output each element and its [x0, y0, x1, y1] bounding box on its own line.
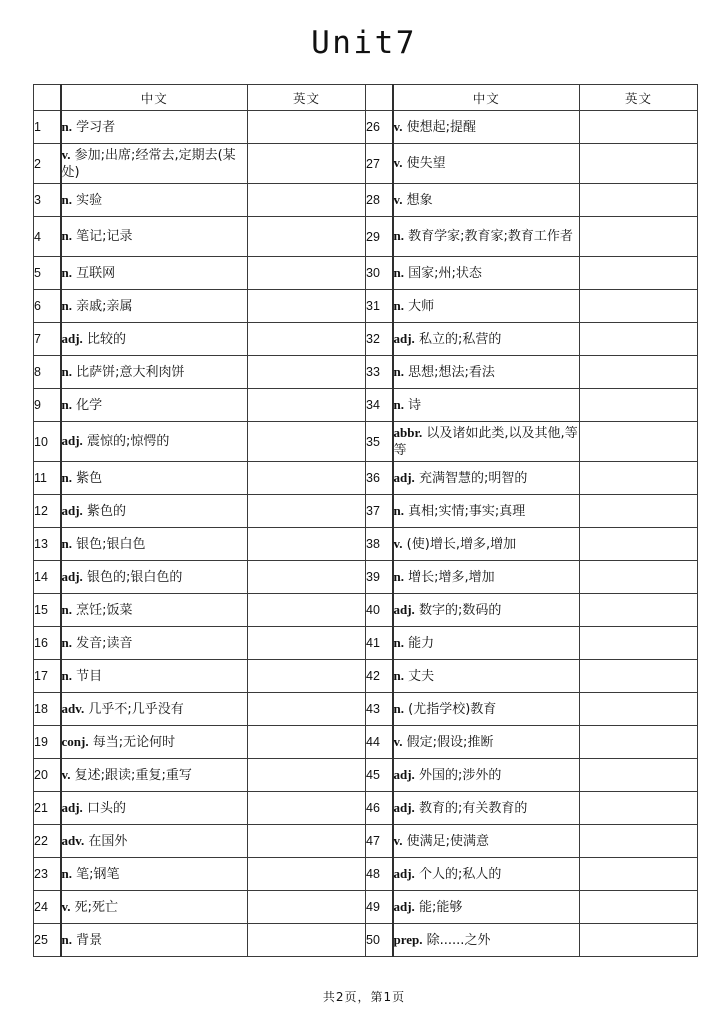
- entry-chinese-definition-left: n. 笔;钢笔: [61, 858, 248, 891]
- entry-english-answer-right[interactable]: [580, 693, 698, 726]
- entry-chinese-definition-left: adj. 震惊的;惊愕的: [61, 422, 248, 462]
- entry-chinese-definition-right: adj. 教育的;有关教育的: [393, 792, 580, 825]
- entry-chinese-definition-right: abbr. 以及诸如此类,以及其他,等等: [393, 422, 580, 462]
- column-header-number-right: [366, 85, 393, 111]
- entry-number-left: 25: [34, 924, 61, 957]
- entry-english-answer-left[interactable]: [248, 693, 366, 726]
- header-row: [34, 85, 698, 111]
- entry-chinese-definition-right: v. 假定;假设;推断: [393, 726, 580, 759]
- entry-english-answer-left[interactable]: [248, 528, 366, 561]
- vocabulary-table: [33, 84, 698, 957]
- entry-chinese-definition-left: v. 参加;出席;经常去,定期去(某处): [61, 144, 248, 184]
- entry-number-right: 41: [366, 627, 393, 660]
- entry-number-left: 7: [34, 323, 61, 356]
- entry-number-right: 49: [366, 891, 393, 924]
- entry-english-answer-left[interactable]: [248, 323, 366, 356]
- entry-chinese-definition-left: n. 节目: [61, 660, 248, 693]
- part-of-speech-label: n.: [393, 502, 404, 518]
- entry-english-answer-right[interactable]: [580, 389, 698, 422]
- entry-english-answer-right[interactable]: [580, 184, 698, 217]
- entry-english-answer-left[interactable]: [248, 924, 366, 957]
- part-of-speech-label: adj.: [61, 568, 83, 584]
- entry-chinese-definition-left: n. 银色;银白色: [61, 528, 248, 561]
- page-footer: 共2页，第1页: [322, 990, 406, 1004]
- entry-number-right: 26: [366, 111, 393, 144]
- entry-number-left: 14: [34, 561, 61, 594]
- table-row: [34, 825, 698, 858]
- entry-number-right: 30: [366, 257, 393, 290]
- entry-english-answer-left[interactable]: [248, 217, 366, 257]
- entry-chinese-definition-left: n. 比萨饼;意大利肉饼: [61, 356, 248, 389]
- part-of-speech-label: adj.: [393, 799, 415, 815]
- part-of-speech-label: v.: [61, 766, 71, 782]
- entry-number-left: 6: [34, 290, 61, 323]
- entry-number-left: 20: [34, 759, 61, 792]
- entry-chinese-definition-left: n. 笔记;记录: [61, 217, 248, 257]
- entry-chinese-definition-left: n. 实验: [61, 184, 248, 217]
- entry-number-left: 1: [34, 111, 61, 144]
- entry-chinese-definition-right: adj. 私立的;私营的: [393, 323, 580, 356]
- entry-number-left: 8: [34, 356, 61, 389]
- entry-english-answer-right[interactable]: [580, 792, 698, 825]
- entry-chinese-definition-left: n. 紫色: [61, 462, 248, 495]
- part-of-speech-label: adv.: [61, 832, 85, 848]
- entry-number-right: 28: [366, 184, 393, 217]
- part-of-speech-label: adj.: [61, 799, 83, 815]
- entry-english-answer-left[interactable]: [248, 184, 366, 217]
- entry-english-answer-right[interactable]: [580, 462, 698, 495]
- entry-number-left: 19: [34, 726, 61, 759]
- part-of-speech-label: prep.: [393, 931, 423, 947]
- part-of-speech-label: n.: [61, 535, 72, 551]
- part-of-speech-label: n.: [61, 469, 72, 485]
- entry-english-answer-right[interactable]: [580, 528, 698, 561]
- entry-number-right: 50: [366, 924, 393, 957]
- table-row: [34, 792, 698, 825]
- entry-number-right: 37: [366, 495, 393, 528]
- entry-chinese-definition-right: n. 丈夫: [393, 660, 580, 693]
- entry-number-right: 33: [366, 356, 393, 389]
- part-of-speech-label: adj.: [393, 330, 415, 346]
- entry-chinese-definition-right: v. 想象: [393, 184, 580, 217]
- table-row: [34, 323, 698, 356]
- part-of-speech-label: abbr.: [393, 424, 423, 440]
- entry-english-answer-left[interactable]: [248, 290, 366, 323]
- part-of-speech-label: v.: [393, 155, 403, 171]
- entry-chinese-definition-left: n. 亲戚;亲属: [61, 290, 248, 323]
- entry-english-answer-left[interactable]: [248, 825, 366, 858]
- entry-number-right: 43: [366, 693, 393, 726]
- part-of-speech-label: n.: [393, 396, 404, 412]
- entry-number-left: 15: [34, 594, 61, 627]
- part-of-speech-label: v.: [393, 118, 403, 134]
- entry-chinese-definition-left: v. 复述;跟读;重复;重写: [61, 759, 248, 792]
- table-row: [34, 924, 698, 957]
- part-of-speech-label: v.: [61, 146, 71, 162]
- part-of-speech-label: n.: [393, 568, 404, 584]
- part-of-speech-label: adj.: [61, 433, 83, 449]
- entry-number-left: 22: [34, 825, 61, 858]
- entry-number-left: 23: [34, 858, 61, 891]
- entry-english-answer-right[interactable]: [580, 627, 698, 660]
- part-of-speech-label: n.: [393, 700, 404, 716]
- entry-chinese-definition-right: n. 诗: [393, 389, 580, 422]
- entry-number-left: 3: [34, 184, 61, 217]
- entry-number-left: 11: [34, 462, 61, 495]
- entry-english-answer-right[interactable]: [580, 858, 698, 891]
- table-row: [34, 257, 698, 290]
- entry-english-answer-left[interactable]: [248, 759, 366, 792]
- entry-number-left: 5: [34, 257, 61, 290]
- table-row: [34, 528, 698, 561]
- entry-english-answer-right[interactable]: [580, 561, 698, 594]
- entry-number-left: 21: [34, 792, 61, 825]
- table-row: [34, 462, 698, 495]
- part-of-speech-label: n.: [61, 396, 72, 412]
- entry-chinese-definition-right: v. 使满足;使满意: [393, 825, 580, 858]
- table-row: [34, 290, 698, 323]
- entry-number-right: 40: [366, 594, 393, 627]
- entry-chinese-definition-left: n. 背景: [61, 924, 248, 957]
- table-row: [34, 111, 698, 144]
- part-of-speech-label: n.: [393, 363, 404, 379]
- part-of-speech-label: adj.: [393, 898, 415, 914]
- table-row: [34, 561, 698, 594]
- entry-english-answer-right[interactable]: [580, 759, 698, 792]
- entry-chinese-definition-right: adj. 外国的;涉外的: [393, 759, 580, 792]
- part-of-speech-label: v.: [393, 535, 403, 551]
- entry-number-left: 24: [34, 891, 61, 924]
- part-of-speech-label: adv.: [61, 700, 85, 716]
- entry-chinese-definition-left: conj. 每当;无论何时: [61, 726, 248, 759]
- table-row: [34, 422, 698, 462]
- entry-number-right: 45: [366, 759, 393, 792]
- column-header-number-left: [34, 85, 61, 111]
- entry-english-answer-right[interactable]: [580, 144, 698, 184]
- entry-english-answer-left[interactable]: [248, 495, 366, 528]
- entry-chinese-definition-left: n. 互联网: [61, 257, 248, 290]
- entry-number-right: 29: [366, 217, 393, 257]
- part-of-speech-label: n.: [61, 118, 72, 134]
- entry-chinese-definition-right: n. 增长;增多,增加: [393, 561, 580, 594]
- part-of-speech-label: n.: [61, 363, 72, 379]
- entry-number-right: 48: [366, 858, 393, 891]
- entry-number-right: 46: [366, 792, 393, 825]
- entry-chinese-definition-right: n. (尤指学校)教育: [393, 693, 580, 726]
- entry-chinese-definition-left: n. 烹饪;饭菜: [61, 594, 248, 627]
- part-of-speech-label: n.: [61, 264, 72, 280]
- entry-chinese-definition-right: n. 思想;想法;看法: [393, 356, 580, 389]
- table-row: [34, 389, 698, 422]
- part-of-speech-label: n.: [393, 667, 404, 683]
- entry-chinese-definition-right: n. 国家;州;状态: [393, 257, 580, 290]
- table-row: [34, 184, 698, 217]
- entry-number-left: 10: [34, 422, 61, 462]
- entry-chinese-definition-left: adj. 紫色的: [61, 495, 248, 528]
- entry-english-answer-right[interactable]: [580, 422, 698, 462]
- entry-english-answer-left[interactable]: [248, 660, 366, 693]
- entry-number-right: 34: [366, 389, 393, 422]
- entry-number-right: 42: [366, 660, 393, 693]
- table-header: [34, 85, 698, 111]
- entry-english-answer-right[interactable]: [580, 891, 698, 924]
- entry-chinese-definition-right: v. 使想起;提醒: [393, 111, 580, 144]
- entry-english-answer-left[interactable]: [248, 389, 366, 422]
- table-row: [34, 759, 698, 792]
- entry-chinese-definition-right: n. 真相;实情;事实;真理: [393, 495, 580, 528]
- entry-chinese-definition-left: adv. 几乎不;几乎没有: [61, 693, 248, 726]
- table-row: [34, 858, 698, 891]
- part-of-speech-label: n.: [393, 297, 404, 313]
- entry-english-answer-left[interactable]: [248, 627, 366, 660]
- entry-number-left: 16: [34, 627, 61, 660]
- entry-chinese-definition-left: adj. 比较的: [61, 323, 248, 356]
- entry-english-answer-left[interactable]: [248, 111, 366, 144]
- part-of-speech-label: conj.: [61, 733, 89, 749]
- part-of-speech-label: adj.: [61, 502, 83, 518]
- entry-chinese-definition-right: v. (使)增长,增多,增加: [393, 528, 580, 561]
- table-row: [34, 594, 698, 627]
- entry-chinese-definition-left: adv. 在国外: [61, 825, 248, 858]
- entry-chinese-definition-right: adj. 充满智慧的;明智的: [393, 462, 580, 495]
- entry-number-right: 39: [366, 561, 393, 594]
- entry-chinese-definition-right: adj. 数字的;数码的: [393, 594, 580, 627]
- entry-english-answer-left[interactable]: [248, 594, 366, 627]
- entry-chinese-definition-right: prep. 除......之外: [393, 924, 580, 957]
- table-row: [34, 693, 698, 726]
- part-of-speech-label: n.: [393, 634, 404, 650]
- table-row: [34, 495, 698, 528]
- entry-english-answer-left[interactable]: [248, 792, 366, 825]
- part-of-speech-label: v.: [393, 733, 403, 749]
- entry-number-left: 18: [34, 693, 61, 726]
- entry-chinese-definition-left: n. 学习者: [61, 111, 248, 144]
- entry-chinese-definition-left: v. 死;死亡: [61, 891, 248, 924]
- entry-english-answer-right[interactable]: [580, 660, 698, 693]
- part-of-speech-label: adj.: [61, 330, 83, 346]
- part-of-speech-label: adj.: [393, 469, 415, 485]
- part-of-speech-label: n.: [61, 667, 72, 683]
- table-row: [34, 660, 698, 693]
- entry-number-right: 36: [366, 462, 393, 495]
- column-header-english-right: 英文: [580, 85, 698, 111]
- column-header-english-left: 英文: [248, 85, 366, 111]
- entry-chinese-definition-left: adj. 口头的: [61, 792, 248, 825]
- part-of-speech-label: adj.: [393, 766, 415, 782]
- entry-english-answer-right[interactable]: [580, 924, 698, 957]
- part-of-speech-label: adj.: [393, 865, 415, 881]
- entry-english-answer-right[interactable]: [580, 495, 698, 528]
- part-of-speech-label: v.: [393, 832, 403, 848]
- entry-number-right: 32: [366, 323, 393, 356]
- part-of-speech-label: n.: [61, 931, 72, 947]
- part-of-speech-label: v.: [393, 191, 403, 207]
- table-row: [34, 726, 698, 759]
- entry-number-left: 17: [34, 660, 61, 693]
- entry-english-answer-right[interactable]: [580, 594, 698, 627]
- entry-english-answer-left[interactable]: [248, 144, 366, 184]
- entry-english-answer-left[interactable]: [248, 257, 366, 290]
- entry-chinese-definition-right: adj. 能;能够: [393, 891, 580, 924]
- entry-number-right: 38: [366, 528, 393, 561]
- table-row: [34, 627, 698, 660]
- entry-english-answer-right[interactable]: [580, 290, 698, 323]
- entry-english-answer-left[interactable]: [248, 561, 366, 594]
- entry-number-left: 13: [34, 528, 61, 561]
- entry-english-answer-left[interactable]: [248, 726, 366, 759]
- entry-chinese-definition-left: adj. 银色的;银白色的: [61, 561, 248, 594]
- table-row: [34, 891, 698, 924]
- part-of-speech-label: n.: [61, 634, 72, 650]
- part-of-speech-label: v.: [61, 898, 71, 914]
- table-row: [34, 144, 698, 184]
- entry-chinese-definition-right: adj. 个人的;私人的: [393, 858, 580, 891]
- part-of-speech-label: n.: [61, 865, 72, 881]
- entry-number-left: 2: [34, 144, 61, 184]
- entry-number-left: 9: [34, 389, 61, 422]
- entry-english-answer-left[interactable]: [248, 422, 366, 462]
- column-header-chinese-left: 中文: [61, 85, 248, 111]
- table-body: [34, 111, 698, 957]
- entry-number-right: 44: [366, 726, 393, 759]
- entry-english-answer-right[interactable]: [580, 111, 698, 144]
- entry-number-right: 27: [366, 144, 393, 184]
- part-of-speech-label: n.: [61, 601, 72, 617]
- entry-chinese-definition-right: v. 使失望: [393, 144, 580, 184]
- entry-english-answer-left[interactable]: [248, 462, 366, 495]
- part-of-speech-label: n.: [61, 191, 72, 207]
- entry-number-right: 31: [366, 290, 393, 323]
- part-of-speech-label: n.: [393, 264, 404, 280]
- table-row: [34, 356, 698, 389]
- entry-number-left: 4: [34, 217, 61, 257]
- part-of-speech-label: adj.: [393, 601, 415, 617]
- entry-chinese-definition-right: n. 大师: [393, 290, 580, 323]
- part-of-speech-label: n.: [61, 228, 72, 244]
- entry-english-answer-right[interactable]: [580, 257, 698, 290]
- entry-english-answer-right[interactable]: [580, 323, 698, 356]
- entry-english-answer-right[interactable]: [580, 825, 698, 858]
- entry-english-answer-right[interactable]: [580, 217, 698, 257]
- entry-english-answer-left[interactable]: [248, 891, 366, 924]
- entry-number-right: 35: [366, 422, 393, 462]
- vocabulary-table-container: [33, 84, 695, 957]
- entry-chinese-definition-left: n. 化学: [61, 389, 248, 422]
- entry-number-left: 12: [34, 495, 61, 528]
- page-title: Unit7: [311, 25, 417, 61]
- part-of-speech-label: n.: [61, 297, 72, 313]
- entry-english-answer-right[interactable]: [580, 356, 698, 389]
- column-header-chinese-right: 中文: [393, 85, 580, 111]
- entry-english-answer-left[interactable]: [248, 356, 366, 389]
- entry-number-right: 47: [366, 825, 393, 858]
- entry-english-answer-right[interactable]: [580, 726, 698, 759]
- entry-chinese-definition-right: n. 教育学家;教育家;教育工作者: [393, 217, 580, 257]
- part-of-speech-label: n.: [393, 228, 404, 244]
- table-row: [34, 217, 698, 257]
- entry-english-answer-left[interactable]: [248, 858, 366, 891]
- entry-chinese-definition-left: n. 发音;读音: [61, 627, 248, 660]
- entry-chinese-definition-right: n. 能力: [393, 627, 580, 660]
